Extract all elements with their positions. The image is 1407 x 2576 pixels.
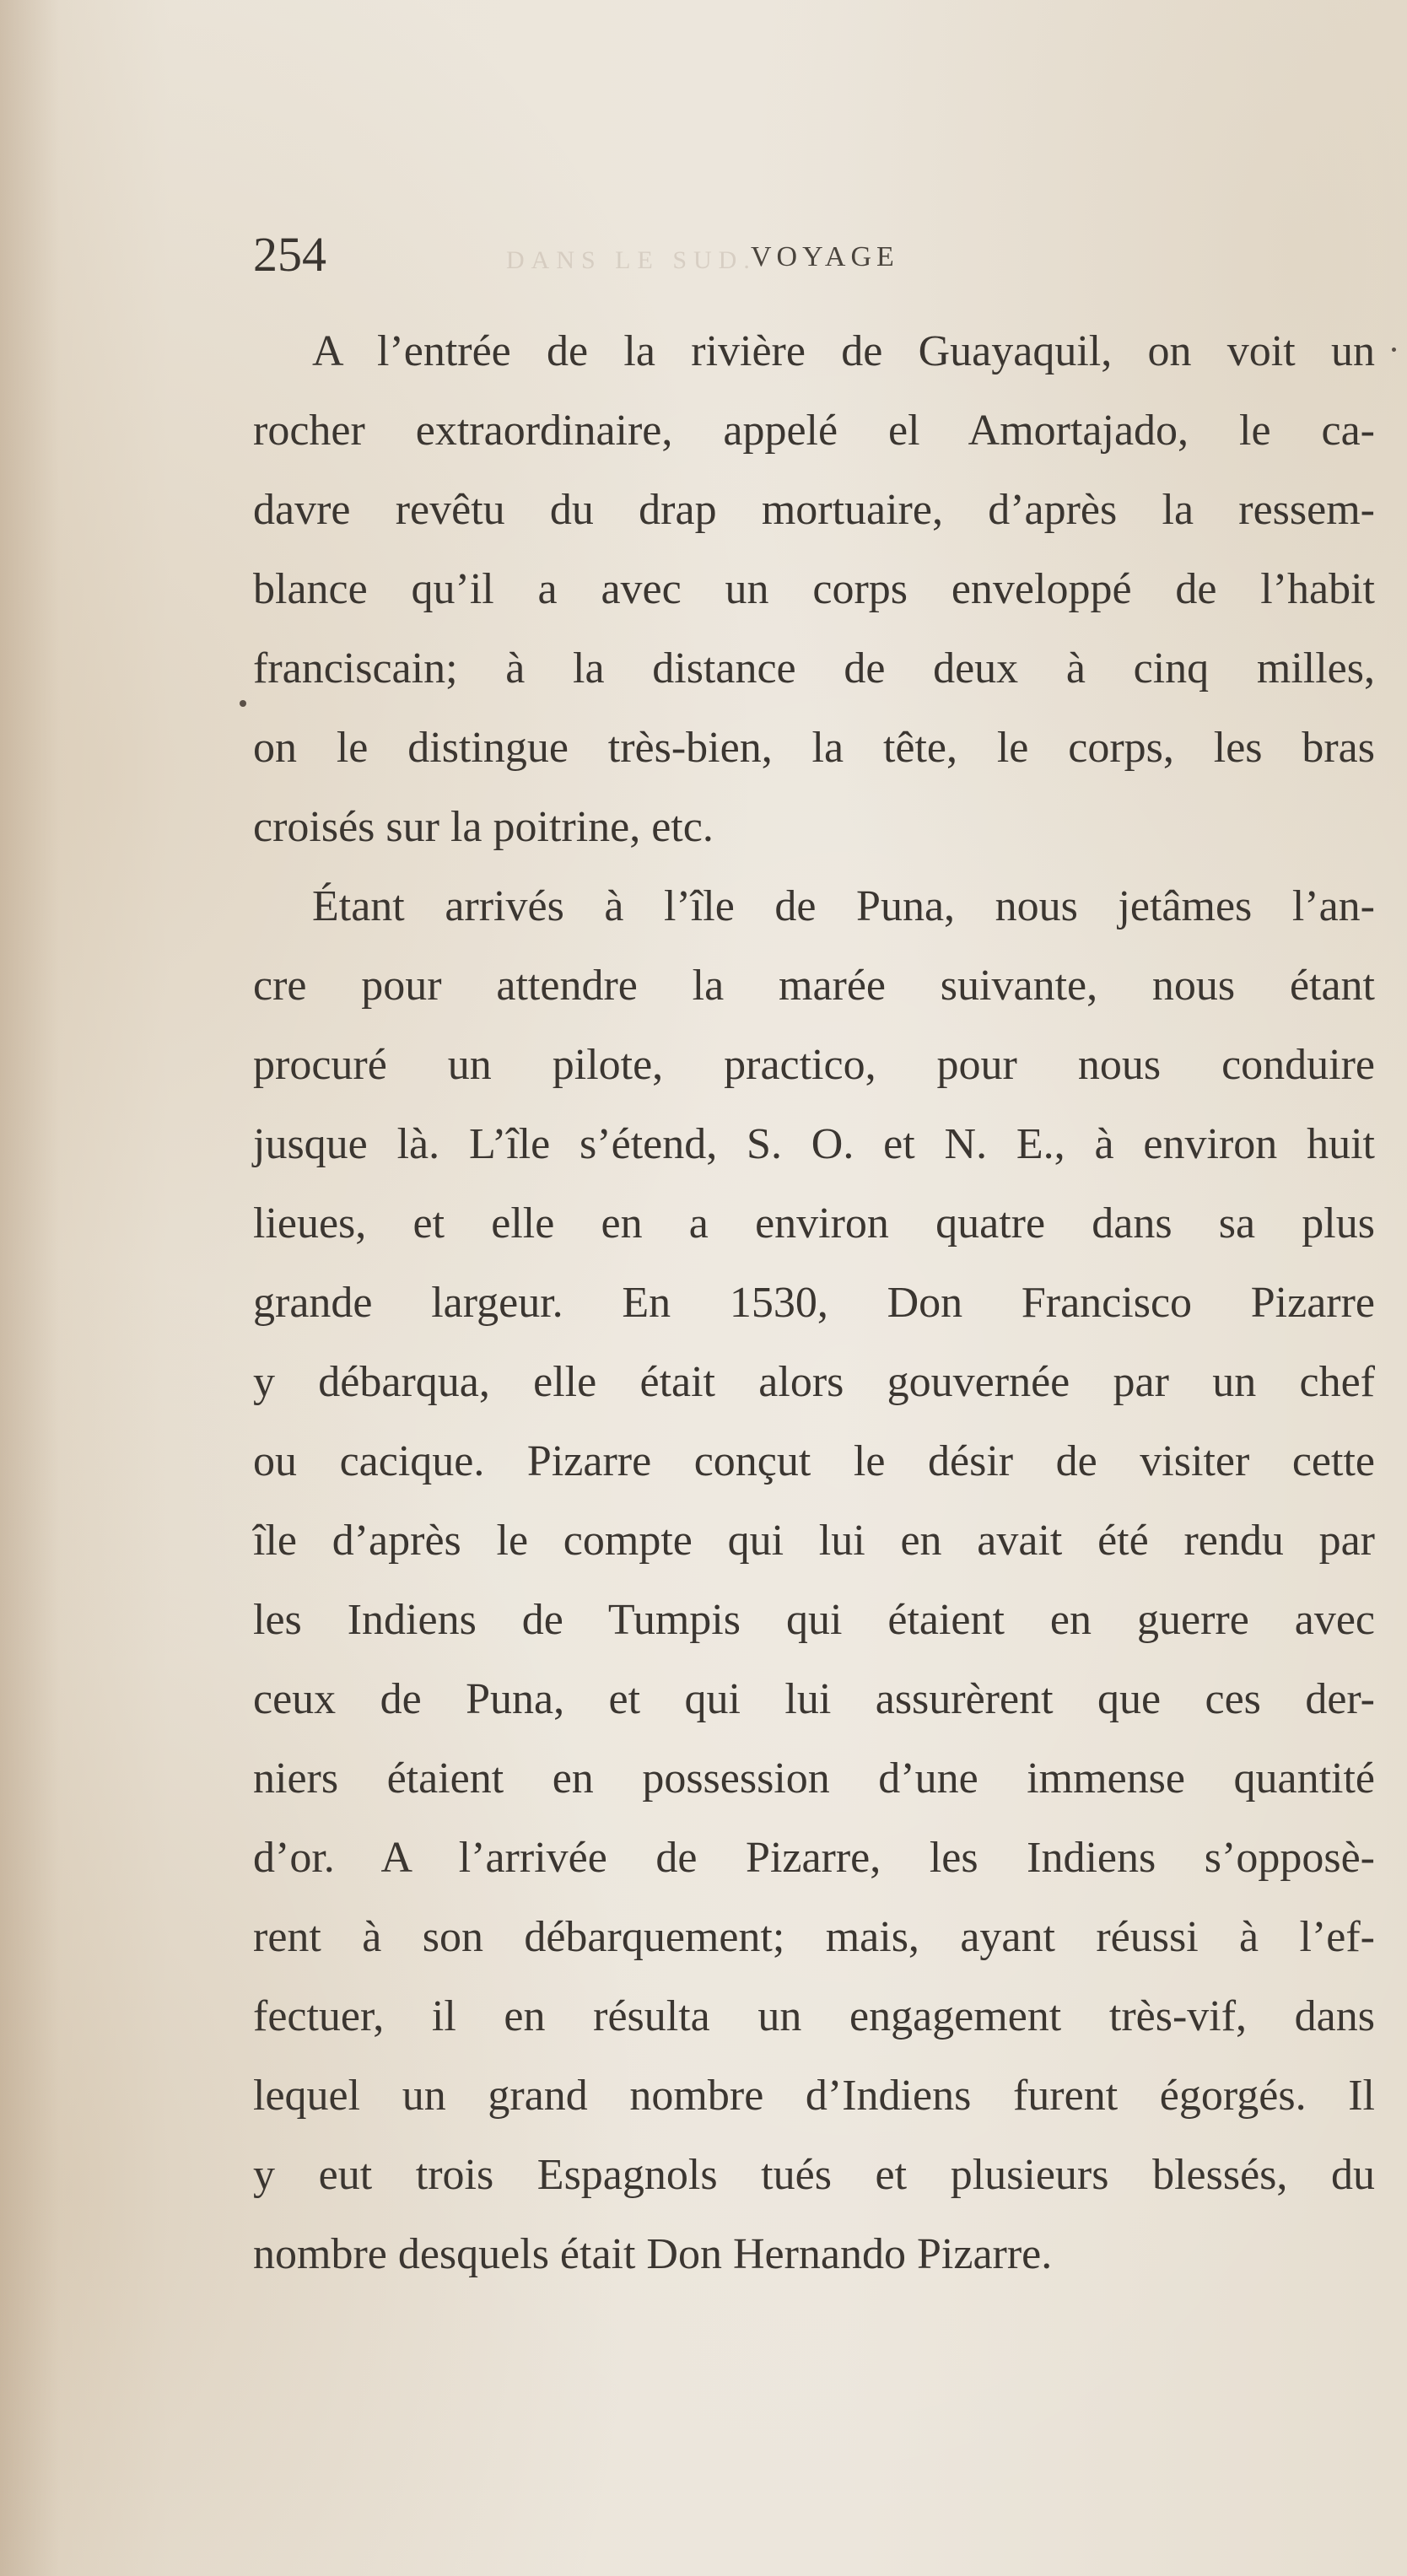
- running-head: VOYAGE: [751, 241, 899, 272]
- text-line: Étant arrivés à l’île de Puna, nous jetâmes l’an-: [312, 882, 1375, 930]
- page-number: 254: [253, 227, 326, 282]
- text-line: lieues, et elle en a environ quatre dans sa plus: [253, 1199, 1375, 1248]
- text-line: A l’entrée de la rivière de Guayaquil, on voit un: [312, 327, 1375, 375]
- ink-speck: [240, 700, 246, 707]
- text-line: y eut trois Espagnols tués et plusieurs blessés, du: [253, 2151, 1375, 2199]
- text-line: davre revêtu du drap mortuaire, d’après la ressem-: [253, 486, 1375, 534]
- page-gutter-shadow: [0, 0, 59, 2576]
- text-line: procuré un pilote, practico, pour nous conduire: [253, 1041, 1375, 1089]
- text-line: blance qu’il a avec un corps enveloppé de l’habit: [253, 565, 1375, 613]
- page-header: [253, 226, 1350, 294]
- text-line: rocher extraordinaire, appelé el Amortajado, le ca-: [253, 407, 1375, 455]
- text-line: lequel un grand nombre d’Indiens furent égorgés. Il: [253, 2072, 1375, 2120]
- bleed-through-text: DANS LE SUD.: [506, 246, 757, 274]
- text-line: ceux de Puna, et qui lui assurèrent que ces der-: [253, 1675, 1375, 1723]
- body-text: [253, 312, 1375, 2294]
- text-line: y débarqua, elle était alors gouvernée par un chef: [253, 1358, 1375, 1406]
- text-line: les Indiens de Tumpis qui étaient en guerre avec: [253, 1596, 1375, 1644]
- text-line: grande largeur. En 1530, Don Francisco Pizarre: [253, 1279, 1375, 1327]
- text-line: niers étaient en possession d’une immense quantité: [253, 1754, 1375, 1803]
- text-line: croisés sur la poitrine, etc.: [253, 803, 714, 851]
- text-line: fectuer, il en résulta un engagement très-vif, dans: [253, 1992, 1375, 2040]
- text-line: d’or. A l’arrivée de Pizarre, les Indiens s’opposè-: [253, 1834, 1375, 1882]
- text-line: cre pour attendre la marée suivante, nous étant: [253, 962, 1375, 1010]
- ink-speck: [1392, 348, 1396, 352]
- text-line: jusque là. L’île s’étend, S. O. et N. E., à environ huit: [253, 1120, 1375, 1168]
- text-line: rent à son débarquement; mais, ayant réussi à l’ef-: [253, 1913, 1375, 1961]
- text-line: nombre desquels était Don Hernando Pizarre.: [253, 2230, 1053, 2278]
- text-line: ou cacique. Pizarre conçut le désir de visiter cette: [253, 1437, 1375, 1485]
- text-line: île d’après le compte qui lui en avait été rendu par: [253, 1517, 1375, 1565]
- text-line: on le distingue très-bien, la tête, le corps, les bras: [253, 724, 1375, 772]
- text-line: franciscain; à la distance de deux à cinq milles,: [253, 644, 1375, 693]
